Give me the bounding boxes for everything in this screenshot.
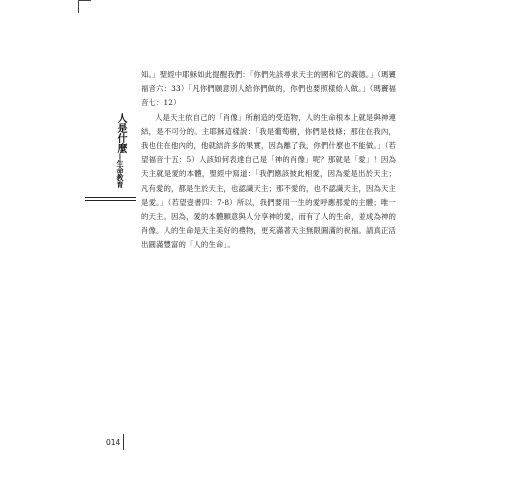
running-head-separator: — [116, 153, 124, 160]
running-head-subtitle: 生命教育 [116, 160, 124, 188]
page-number-bar [123, 434, 124, 450]
body-text [141, 68, 396, 253]
running-head-rule-top [85, 197, 136, 198]
crop-mark [78, 0, 91, 13]
paragraph-continuation: 知。」聖經中耶穌如此提醒我們：「你們先該尋求天主的國和它的義德。」（瑪竇福音六：33）「凡你們願意別人給你們做的，你們也要照樣給人做。」（瑪竇福音七：12） [141, 70, 396, 108]
running-head-rule-bottom [85, 200, 136, 201]
page-number: 014 [106, 438, 121, 447]
running-head [114, 113, 126, 188]
paragraph-main: 人是天主依自己的「肖像」所創造的受造物，人的生命根本上就是與神連結，是不可分的。主耶穌這樣說：「我是葡萄樹，你們是枝條；那住在我內，我也住在他內的，他就結許多的果實，因為離了我，你們什麼也不能做。」（若望福音十五：5）人該如何表達自己是「神的肖像」呢？那就是「愛」！因為天主就是愛的本體，聖經中寫道：「我們應該彼此相愛，因為愛是出於天主；凡有愛的，都是生於天主，也認識天主；那不愛的，也不認識天主，因為天主是愛。」（若望壹書四：7-8）所以，我們要用一生的愛呼應那愛的主體；唯一的天主。因為，愛的本體願意與人分享神的愛，而有了人的生命，並成為神的肖像。人的生命是天主美好的禮物，更充滿著天主無限圓滿的祝福。請真正活出圓滿豐富的「人的生命」。 [141, 112, 396, 250]
running-head-title: 人是什麼 [115, 113, 126, 153]
